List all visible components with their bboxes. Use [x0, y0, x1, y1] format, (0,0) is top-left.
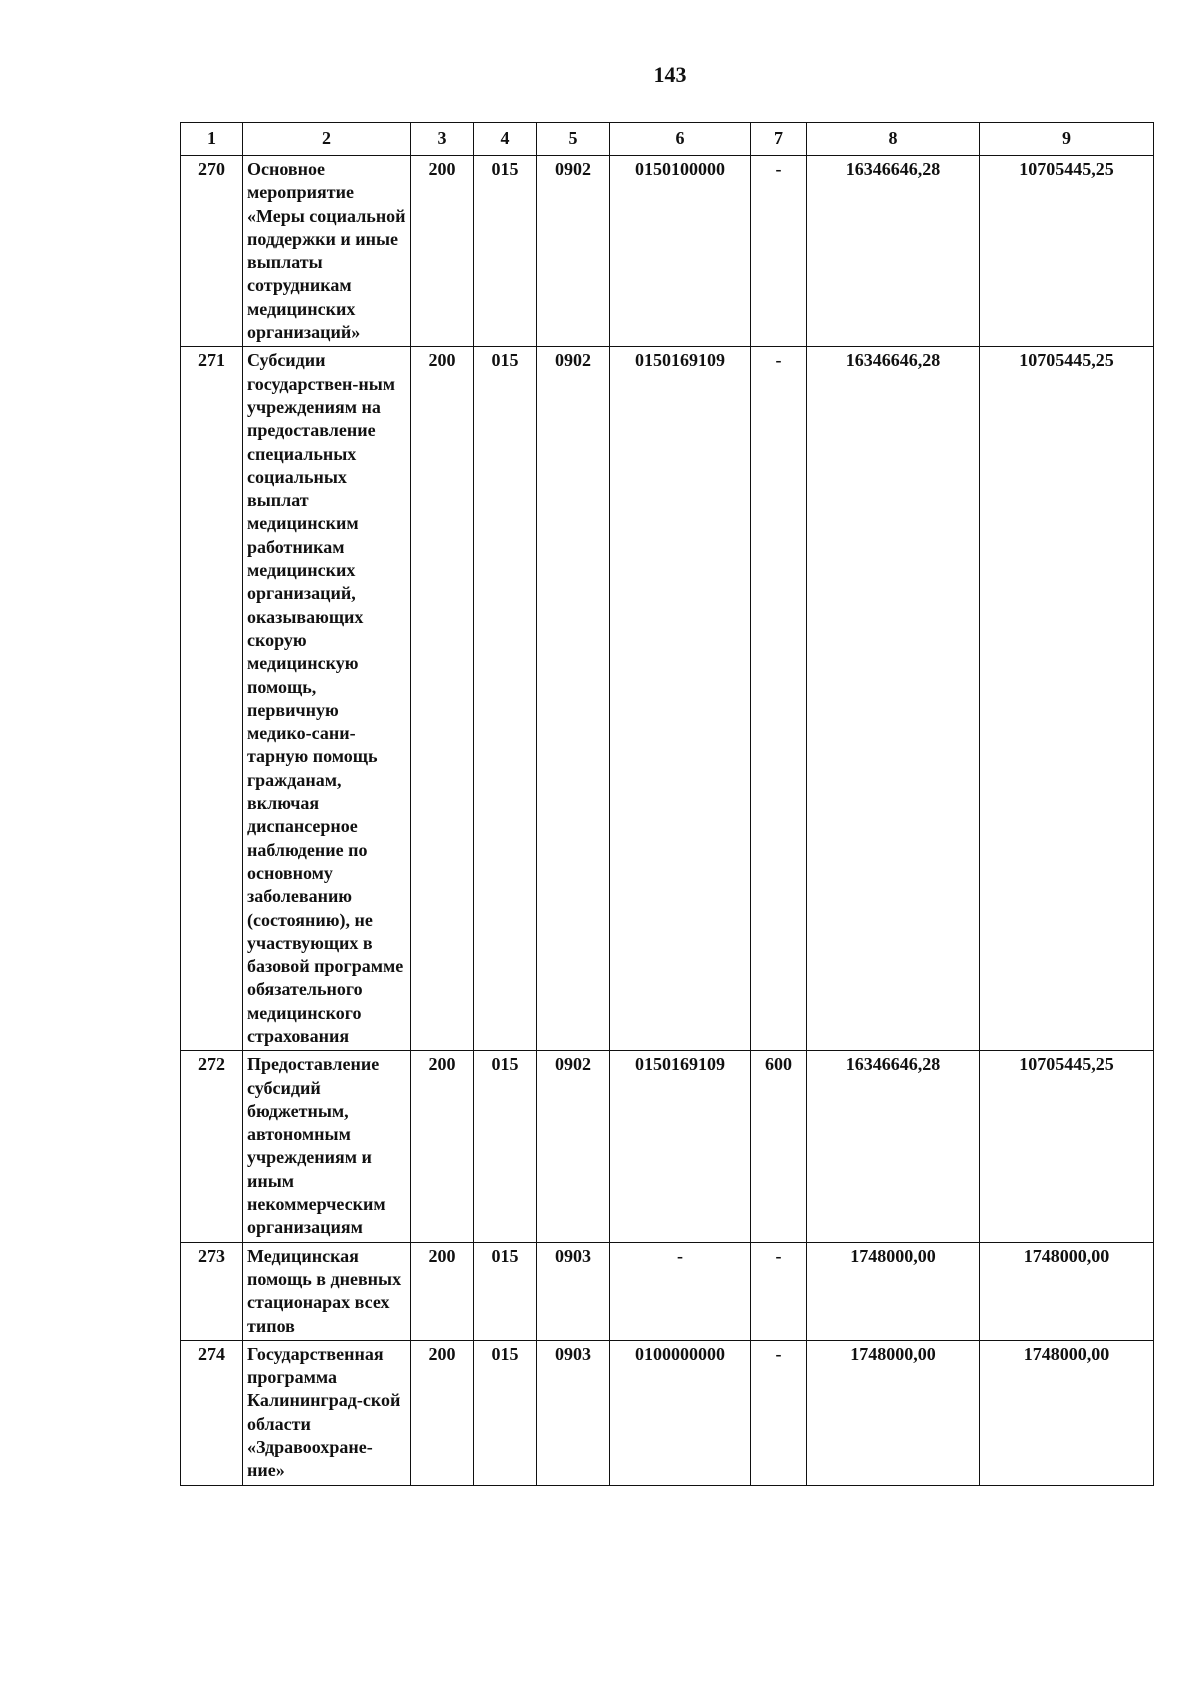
row-col3: 200	[411, 1340, 474, 1485]
row-col7: -	[751, 1340, 807, 1485]
row-name	[243, 1242, 411, 1340]
row-number: 270	[181, 156, 243, 347]
column-header: 8	[807, 123, 980, 156]
row-col8: 1748000,00	[807, 1340, 980, 1485]
row-col9: 1748000,00	[980, 1242, 1154, 1340]
row-col9: 10705445,25	[980, 347, 1154, 1051]
column-header: 6	[610, 123, 751, 156]
column-header: 7	[751, 123, 807, 156]
row-col8: 16346646,28	[807, 156, 980, 347]
row-col3: 200	[411, 1051, 474, 1242]
row-col9: 1748000,00	[980, 1340, 1154, 1485]
row-name	[243, 1051, 411, 1242]
row-col5: 0903	[537, 1340, 610, 1485]
row-name-text: Предоставление субсидий бюджетным, автономным учреждениям и иным некоммерческим организациям	[247, 1054, 386, 1238]
row-name	[243, 347, 411, 1051]
budget-table	[180, 122, 1154, 1486]
row-name	[243, 156, 411, 347]
row-col3: 200	[411, 156, 474, 347]
row-col4: 015	[474, 1340, 537, 1485]
row-col4: 015	[474, 347, 537, 1051]
row-col6: 0150100000	[610, 156, 751, 347]
column-header: 4	[474, 123, 537, 156]
row-col7: 600	[751, 1051, 807, 1242]
row-number: 273	[181, 1242, 243, 1340]
row-col4: 015	[474, 1051, 537, 1242]
row-col5: 0902	[537, 1051, 610, 1242]
row-col4: 015	[474, 156, 537, 347]
row-col5: 0903	[537, 1242, 610, 1340]
row-name-text: Основное мероприятие «Меры социальной поддержки и иные выплаты сотрудникам медицинских организаций»	[247, 159, 406, 343]
row-col6: 0150169109	[610, 347, 751, 1051]
page-number: 143	[653, 62, 687, 87]
row-col6: 0100000000	[610, 1340, 751, 1485]
column-header: 1	[181, 123, 243, 156]
row-number: 274	[181, 1340, 243, 1485]
row-col8: 16346646,28	[807, 1051, 980, 1242]
row-col3: 200	[411, 347, 474, 1051]
row-col7: -	[751, 156, 807, 347]
row-col4: 015	[474, 1242, 537, 1340]
row-number: 272	[181, 1051, 243, 1242]
row-col9: 10705445,25	[980, 1051, 1154, 1242]
column-header: 3	[411, 123, 474, 156]
row-col7: -	[751, 1242, 807, 1340]
table-row	[181, 1340, 1154, 1485]
column-header: 9	[980, 123, 1154, 156]
table-row	[181, 156, 1154, 347]
row-col5: 0902	[537, 347, 610, 1051]
table-row	[181, 347, 1154, 1051]
column-header: 2	[243, 123, 411, 156]
row-name	[243, 1340, 411, 1485]
table-header-row	[181, 123, 1154, 156]
row-name-text: Субсидии государствен-ным учреждениям на предоставление специальных социальных выплат медицинским работникам медицинских организаций, оказывающих скорую медицинскую помощь, первичную медико-сани-тарную помощь гражданам, включая диспансерное наблюдение по основному заболеванию (состоянию), не участвующих в базовой программе обязательного медицинского страхования	[247, 350, 404, 1046]
row-number: 271	[181, 347, 243, 1051]
row-col6: 0150169109	[610, 1051, 751, 1242]
row-col5: 0902	[537, 156, 610, 347]
table-row	[181, 1242, 1154, 1340]
row-col7: -	[751, 347, 807, 1051]
row-col3: 200	[411, 1242, 474, 1340]
row-col9: 10705445,25	[980, 156, 1154, 347]
row-name-text: Медицинская помощь в дневных стационарах всех типов	[247, 1245, 402, 1336]
column-header: 5	[537, 123, 610, 156]
row-col8: 1748000,00	[807, 1242, 980, 1340]
table-row	[181, 1051, 1154, 1242]
row-name-text: Государственная программа Калининград-ской области «Здравоохране-ние»	[247, 1343, 401, 1481]
row-col6: -	[610, 1242, 751, 1340]
row-col8: 16346646,28	[807, 347, 980, 1051]
